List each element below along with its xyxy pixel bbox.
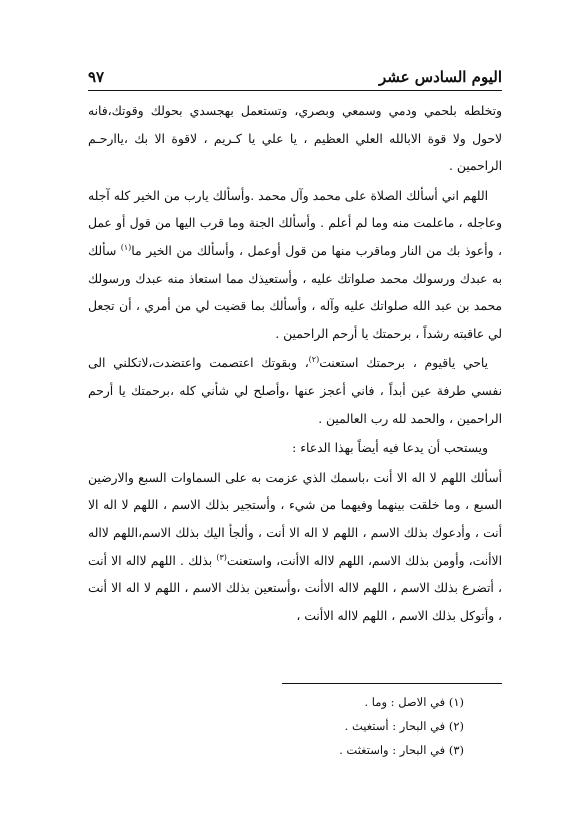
header-rule xyxy=(88,90,502,91)
paragraph-5-part-b: بذلك . اللهم لااله الا أنت ، أتضرع بذلك الاسم ، اللهم لااله الاأنت ،وأستعين بذلك الاسم ، اللهم لا اله الا أنت ، وأتوكل بذلك الاسم ، اللهم لااله الاأنت ، xyxy=(88,553,502,623)
paragraph-4: ويستحب أن يدعا فيه أيضاً بهذا الدعاء : xyxy=(292,441,488,456)
footnote-rule xyxy=(282,683,502,684)
paragraph-3-part-a: ياحي ياقيوم ، برحمتك استعنت xyxy=(319,356,488,371)
footnote-ref-1: (١) xyxy=(120,242,132,252)
running-header xyxy=(88,62,502,86)
footnote-1: (١) في الاصل : وما . xyxy=(364,695,464,709)
body-text xyxy=(88,98,502,630)
footnotes xyxy=(200,690,502,762)
paragraph-3-part-b: ، وبقوتك اعتصمت واعتضدت،لاتكلني الى نفسي طرفة عين أبداً ، فاني أعجز عنها ،وأصلح لي شأني كله ،برحمتك يا أرحم الراحمين ، والحمد لله رب العالمين . xyxy=(88,356,502,426)
paragraph-1: وتخلطه بلحمي ودمي وسمعي وبصري، وتستعمل بهجسدي بحولك وقوتك،فانه لاحول ولا قوة الابالله العلي العظيم ، يا علي يا كـريم ، لاقوة الا بك ،ياارحـم الراحمين . xyxy=(88,104,502,174)
paragraph-5-part-a: أسألك اللهم لا اله الا أنت ،باسمك الذي عزمت به على السماوات السبع والارضين السبع ، وما خلقت بينهما وفيهما من شيء ، وأستجير بذلك الاسم ، اللهم لا اله الا أنت ، وأدعوك بذلك الاسم ، اللهم لا اله الا أنت ، وألجأ اليك بذلك الاسم،اللهم لااله الاأنت، وأومن بذلك الاسم، اللهم لااله الاأنت، واستعنت xyxy=(88,470,502,568)
paragraph-2-part-a: اللهم اني أسألك الصلاة على محمد وآل محمد .وأسألك يارب من الخير كله آجله وعاجله ، ماعلمت منه وما لم أعلم . وأسألك الجنة وما قرب اليها من قول أو عمل ، وأعوذ بك من النار وماقرب منها من قول أوعمل ، وأسألك من الخير ما xyxy=(88,188,502,258)
paragraph-2-part-b: سألك به عبدك ورسولك محمد صلواتك عليه ، وأستعيذك مما استعاذ منه عبدك ورسولك محمد بن عبد الله صلواتك عليه وآله ، وأسألك بما قضيت لي من أمري ، أن تجعل لي عاقبته رشداً ، برحمتك يا أرحم الراحمين . xyxy=(88,243,502,341)
paragraph-3 xyxy=(88,350,502,433)
paragraph-5 xyxy=(88,465,502,631)
page-number: ٩٧ xyxy=(88,68,105,86)
footnote-ref-3: (٣) xyxy=(216,552,227,562)
paragraph-2 xyxy=(88,183,502,349)
footnote-ref-2: (٢) xyxy=(308,355,320,365)
footnote-2: (٢) في البحار : أستغيث . xyxy=(344,719,464,733)
footnote-3: (٣) في البحار : واستغثت . xyxy=(339,743,464,757)
chapter-title: اليوم السادس عشر xyxy=(378,68,502,86)
